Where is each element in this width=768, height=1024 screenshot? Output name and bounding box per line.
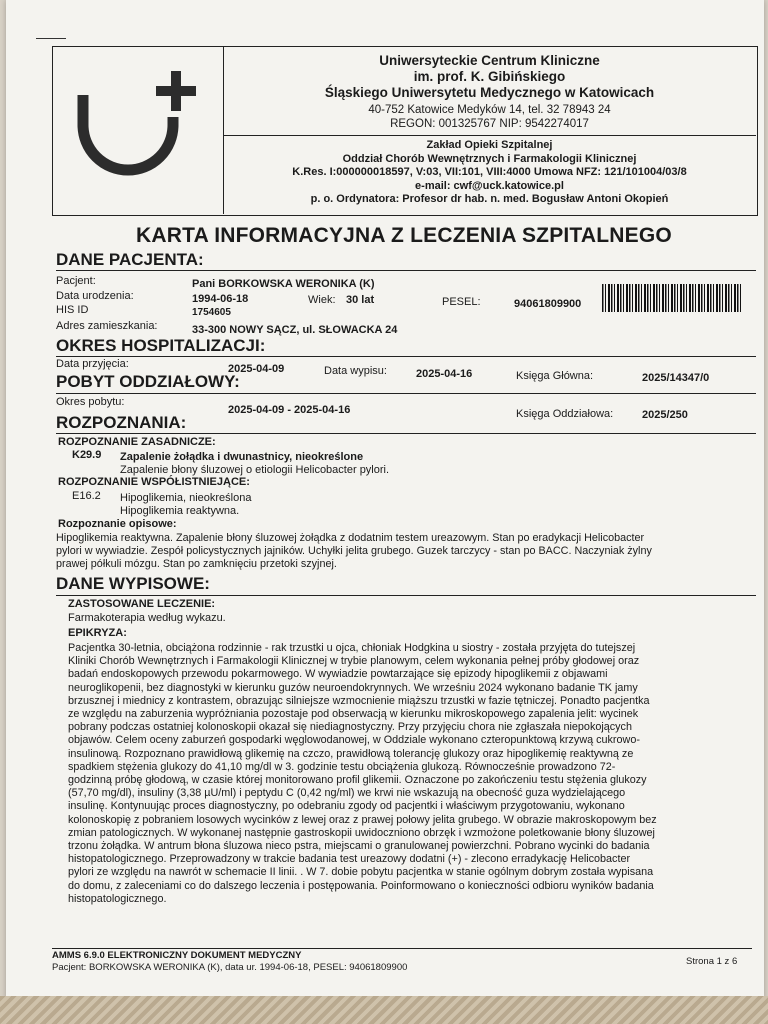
section-stay: POBYT ODDZIAŁOWY:	[56, 372, 240, 391]
label-main-book: Księga Główna:	[516, 370, 594, 382]
text-line: godzinną próbę głodową, w czasie której monitorowano profil glikemii. Oznaczone po zakończeniu testu stężenia glukozy	[68, 774, 647, 787]
institution-name	[223, 53, 756, 101]
main-diagnosis-code: K29.9	[72, 449, 102, 461]
institution-line: im. prof. K. Gibińskiego	[413, 69, 566, 84]
logo-cell	[53, 47, 224, 214]
patient-his-id: 1754605	[192, 307, 231, 318]
hospital-logo-icon	[73, 65, 203, 185]
label-ward-book: Księga Oddziałowa:	[516, 408, 614, 420]
dept-head: p. o. Ordynatora: Profesor dr hab. n. med. Bogusław Antoni Okopień	[310, 193, 669, 205]
text-line: (57,70 mg/dl), insuliny (3,38 µU/ml) i peptydu C (0,42 ng/ml) we krwi nie wskazują na obecność guza wydzielającego	[68, 787, 626, 800]
background-fabric	[0, 996, 768, 1024]
institution-line: Śląskiego Uniwersytetu Medycznego w Katowicach	[324, 85, 655, 100]
discharge-date: 2025-04-16	[416, 368, 473, 380]
epicrisis-label: EPIKRYZA:	[68, 627, 127, 639]
treatment-text: Farmakoterapia według wykazu.	[68, 612, 226, 624]
patient-name: Pani BORKOWSKA WERONIKA (K)	[192, 278, 375, 290]
document-page	[6, 0, 764, 1000]
section-discharge: DANE WYPISOWE:	[56, 574, 210, 593]
ward-book-number: 2025/250	[642, 409, 688, 421]
treatment-label: ZASTOSOWANE LECZENIE:	[68, 598, 216, 610]
text-line: insulinę. Kontynuując proces diagnostyczny, po odebraniu zgody od pacjentki i właściwym przygotowaniu, wykonano	[68, 800, 625, 813]
co-diagnosis-label: ROZPOZNANIE WSPÓŁISTNIEJĄCE:	[58, 476, 250, 488]
text-line: ze względu na zaburzenia wypróżniania pozostaje pod obserwacją w kierunku mikroskopowego zapalenia jelit: wycinek	[68, 708, 639, 721]
label-admission: Data przyjęcia:	[56, 358, 129, 370]
dept-email: e-mail: cwf@uck.katowice.pl	[415, 179, 564, 192]
header-divider	[223, 135, 756, 136]
text-line: neuroglikopenii, bez diagnostyki w kierunku guzów neuroendokrynnych. We wrześniu 2024 wykonano badanie TK jamy	[68, 681, 638, 694]
address-line: 40-752 Katowice Medyków 14, tel. 32 78943 24	[368, 104, 611, 116]
footer-patient: Pacjent: BORKOWSKA WERONIKA (K), data ur. 1994-06-18, PESEL: 94061809900	[52, 962, 408, 973]
document-header	[52, 46, 758, 216]
stay-period: 2025-04-09 - 2025-04-16	[228, 404, 351, 416]
section-hospitalization: OKRES HOSPITALIZACJI:	[56, 336, 266, 355]
footer-page-number: Strona 1 z 6	[686, 956, 738, 967]
text-line: do domu, z zaleceniami co do dalszego leczenia i postępowania. Poinformowano o konieczności odbioru wyników badania	[68, 879, 654, 892]
divider	[56, 433, 756, 434]
text-line: objawów. Celem oceny zaburzeń gospodarki węglowodanowej, w Oddziale wykonano czteropunktową krzywą cukrowo-	[68, 734, 640, 747]
section-diagnoses: ROZPOZNANIA:	[56, 413, 187, 432]
patient-pesel: 94061809900	[514, 298, 582, 310]
label-address: Adres zamieszkania:	[56, 320, 158, 332]
label-discharge: Data wypisu:	[324, 365, 387, 377]
co-diagnosis-desc: Hipoglikemia reaktywna.	[120, 505, 240, 517]
patient-dob: 1994-06-18	[192, 293, 249, 305]
divider	[56, 595, 756, 596]
label-pesel: PESEL:	[442, 296, 481, 308]
divider	[56, 393, 756, 394]
section-patient: DANE PACJENTA:	[56, 250, 204, 269]
text-line: badań endoskopowych przewodu pokarmowego. W wywiadzie powtarzające się epizody hipoglikemii z objawami	[68, 668, 608, 681]
text-line: Kliniki Chorób Wewnętrznych i Farmakologii Klinicznej w trybie planowym, celem wykonania pełnej próby głodowej oraz	[68, 655, 640, 668]
label-his: HIS ID	[56, 304, 89, 316]
text-line: pobrany podczas ostatniej kolonoskopii okazał się niediagnostyczny. Przy przyjęciu chora nie zgłaszała niepokojących	[68, 721, 632, 734]
text-line: Pacjentka 30-letnia, obciążona rodzinnie - rak trzustki u ojca, chłoniak Hodgkina u siostry - została przyjęta do tutejszej	[68, 642, 636, 654]
divider	[56, 356, 756, 357]
text-line: zmian patologicznych. W wykonanej następnie gastroskopii uwidoczniono obrzęk i wzmożone poletkowanie błony śluzowej	[68, 826, 655, 839]
co-diagnosis-name: Hipoglikemia, nieokreślona	[120, 492, 252, 504]
institution-info	[223, 47, 756, 214]
footer-system: AMMS 6.9.0 ELEKTRONICZNY DOKUMENT MEDYCZNY	[52, 950, 302, 961]
text-line: trzonu żołądka. W antrum błona śluzowa nieco pstra, miejscami o granulowanej powierzchni. Pobrano wycinki do badania	[68, 840, 650, 853]
label-stay-period: Okres pobytu:	[56, 396, 125, 408]
patient-age: 30 lat	[346, 294, 375, 306]
patient-address: 33-300 NOWY SĄCZ, ul. SŁOWACKA 24	[192, 324, 398, 336]
main-book-number: 2025/14347/0	[642, 372, 710, 384]
label-patient: Pacjent:	[56, 275, 96, 287]
descriptive-diagnosis-label: Rozpoznanie opisowe:	[58, 518, 177, 530]
co-diagnosis-code: E16.2	[72, 490, 101, 502]
pesel-barcode	[602, 284, 742, 312]
text-line: pylori ze względu na nawrót w schemacie II linii. . W 7. dobie pobytu pacjentka w stanie ogólnym dobrym została wypisana	[68, 866, 654, 879]
epicrisis-text	[68, 642, 754, 906]
institution-line: Uniwersyteckie Centrum Kliniczne	[379, 53, 600, 68]
label-dob: Data urodzenia:	[56, 290, 134, 302]
document-title: KARTA INFORMACYJNA Z LECZENIA SZPITALNEGO	[136, 224, 672, 247]
text-line: kolonoskopię z pobraniem losowych wycinków z lewej oraz z prawej połowy jelita grubego. W obrazie makroskopowym bez	[68, 813, 657, 826]
text-line: histopatologicznego. Przeprowadzony w trakcie badania test ureazowy dodatni (+) - zlecono erradykację Helicobacter	[68, 853, 631, 866]
main-diagnosis-label: ROZPOZNANIE ZASADNICZE:	[58, 436, 216, 448]
dept-line: K.Res. I:000000018597, V:03, VII:101, VIII:4000 Umowa NFZ: 121/101004/03/8	[292, 166, 687, 178]
dept-line: Zakład Opieki Szpitalnej	[426, 139, 553, 151]
divider	[56, 270, 756, 271]
registry-line: REGON: 001325767 NIP: 9542274017	[390, 118, 589, 130]
text-line: brzusznej i miednicy z kontrastem, obrazując silniejsze wzmocnienie miąższu trzustki w fazie tętniczej. Ponadto pacjentka	[68, 694, 650, 707]
text-line: pylori w wywiadzie. Zespół policystycznych jajników. Uchyłki jelita grubego. Guzek tarczycy - stan po BACC. Naczyniak żylny	[56, 545, 652, 558]
main-diagnosis-desc: Zapalenie błony śluzowej o etiologii Helicobacter pylori.	[120, 464, 390, 476]
text-line: prawej półkuli mózgu. Stan po zamknięciu przetoki szyjnej.	[56, 558, 337, 571]
descriptive-diagnosis	[56, 532, 756, 572]
dept-line: Oddział Chorób Wewnętrznych i Farmakologii Klinicznej	[342, 152, 637, 165]
text-line: Hipoglikemia reaktywna. Zapalenie błony śluzowej żołądka z dodatnim testem ureazowym. Stan po eradykacji Helicobacter	[56, 532, 645, 544]
label-age: Wiek:	[308, 294, 336, 306]
department-info	[223, 139, 756, 207]
main-diagnosis-name: Zapalenie żołądka i dwunastnicy, nieokreślone	[120, 451, 364, 463]
text-line: insulinową. Rozpoznano prawidłową glikemię na czczo, prawidłową tolerancję glukozy oraz hipoglikemię reaktywną ze	[68, 747, 634, 760]
admission-date: 2025-04-09	[228, 363, 285, 375]
top-mark	[36, 38, 66, 39]
text-line: spadkiem stężenia glukozy do 41,10 mg/dl w 3. godzinie testu obciążenia glukozą. Równocześnie prowadzono 72-	[68, 760, 616, 773]
institution-address	[223, 103, 756, 131]
footer-divider	[52, 948, 752, 949]
text-line: histopatologicznego.	[68, 892, 167, 905]
